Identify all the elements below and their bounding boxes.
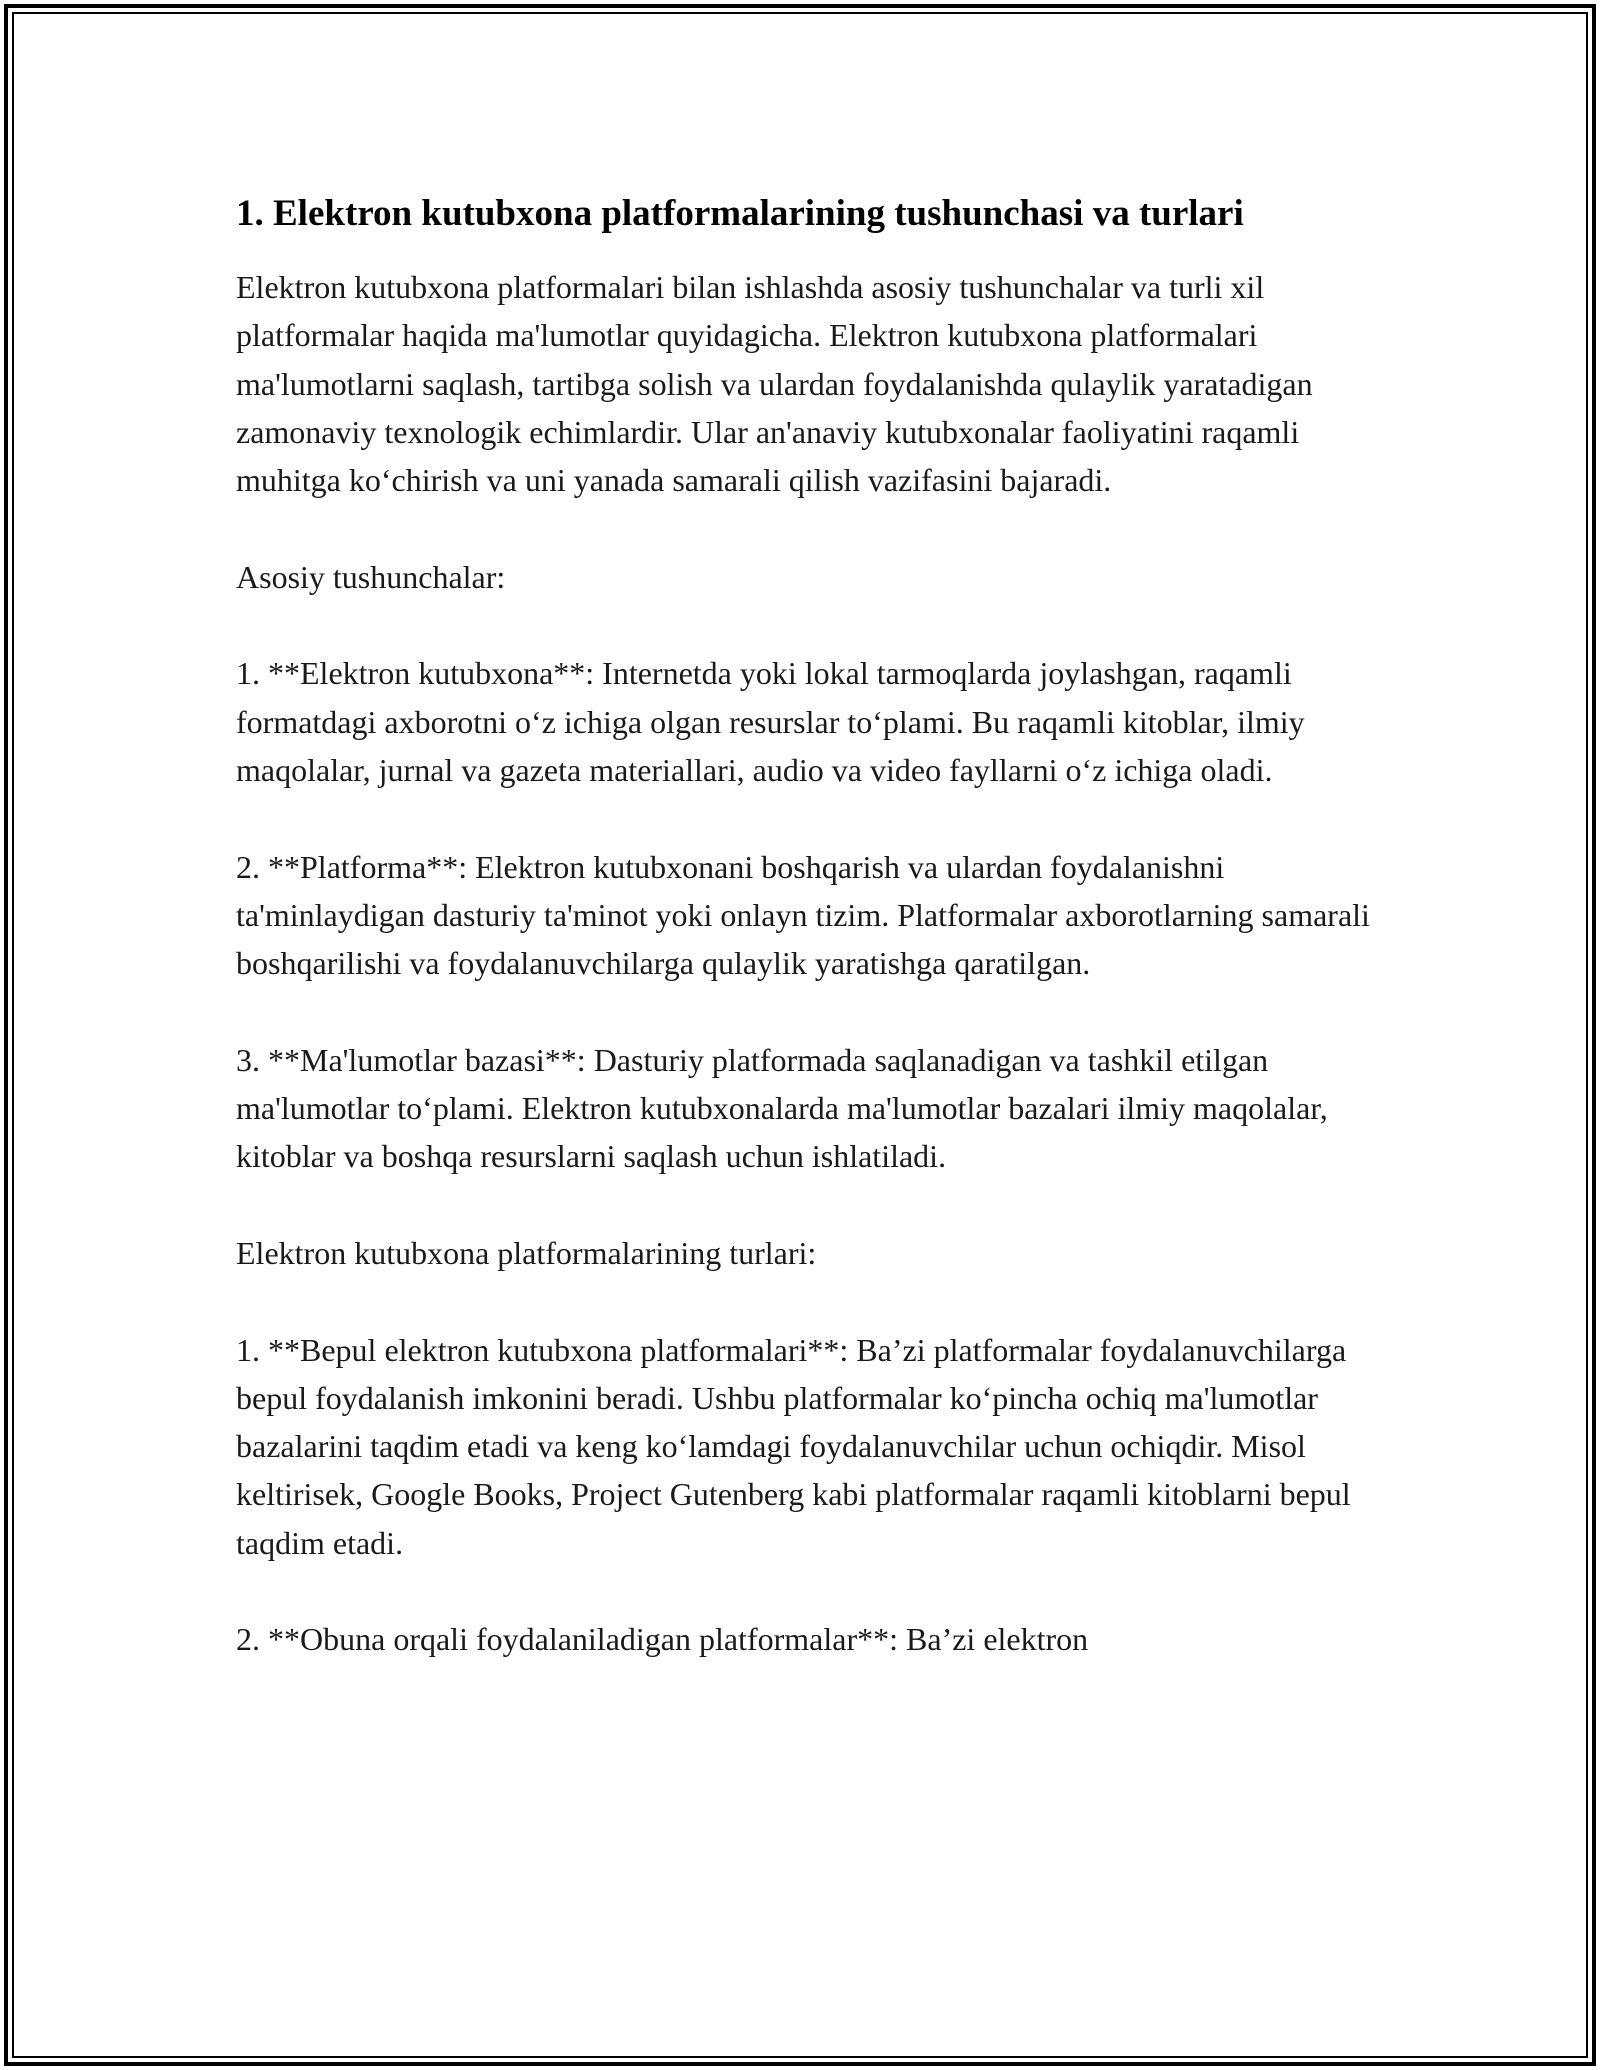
concept-platform: 2. **Platforma**: Elektron kutubxonani boshqarish va ulardan foydalanishni ta'minlaydigan dasturiy ta'minot yoki onlayn tizim. Platformalar axborotlarning samarali boshqarilishi va foydalanuvchilarga qulaylik yaratishga qaratilgan. — [236, 848, 1370, 982]
concept-database: 3. **Ma'lumotlar bazasi**: Dasturiy platformada saqlanadigan va tashkil etilgan ma'lumotlar to‘plami. Elektron kutubxonalarda ma'lumotlar bazalari ilmiy maqolalar, kitoblar va boshqa resurslarni saqlash uchun ishlatiladi. — [236, 1041, 1328, 1175]
document-page — [236, 186, 1376, 1712]
intro-paragraph: Elektron kutubxona platformalari bilan ishlashda asosiy tushunchalar va turli xil platformalar haqida ma'lumotlar quyidagicha. Elektron kutubxona platformalari ma'lumotlarni saqlash, tartibga solish va ulardan foydalanishda qulaylik yaratadigan zamonaviy texnologik echimlardir. Ular an'anaviy kutubxonalar faoliyatini raqamli muhitga ko‘chirish va uni yanada samarali qilish vazifasini bajaradi. — [236, 269, 1313, 499]
types-label: Elektron kutubxona platformalarining turlari: — [236, 1234, 817, 1271]
type-free-platforms: 1. **Bepul elektron kutubxona platformalari**: Ba’zi platformalar foydalanuvchilarga bepul foydalanish imkonini beradi. Ushbu platformalar ko‘pincha ochiq ma'lumotlar bazalarini taqdim etadi va keng ko‘lamdagi foydalanuvchilar uchun ochiqdir. Misol keltirisek, Google Books, Project Gutenberg kabi platformalar raqamli kitoblarni bepul taqdim etadi. — [236, 1331, 1351, 1561]
concepts-label: Asosiy tushunchalar: — [236, 558, 506, 595]
concept-electronic-library: 1. **Elektron kutubxona**: Internetda yoki lokal tarmoqlarda joylashgan, raqamli formatdagi axborotni o‘z ichiga olgan resurslar to‘plami. Bu raqamli kitoblar, ilmiy maqolalar, jurnal va gazeta materiallari, audio va video fayllarni o‘z ichiga oladi. — [236, 655, 1305, 788]
section-heading: 1. Elektron kutubxona platformalarining tushunchasi va turlari — [236, 193, 1244, 234]
type-subscription-platforms: 2. **Obuna orqali foydalaniladigan platformalar**: Ba’zi elektron — [236, 1621, 1089, 1658]
